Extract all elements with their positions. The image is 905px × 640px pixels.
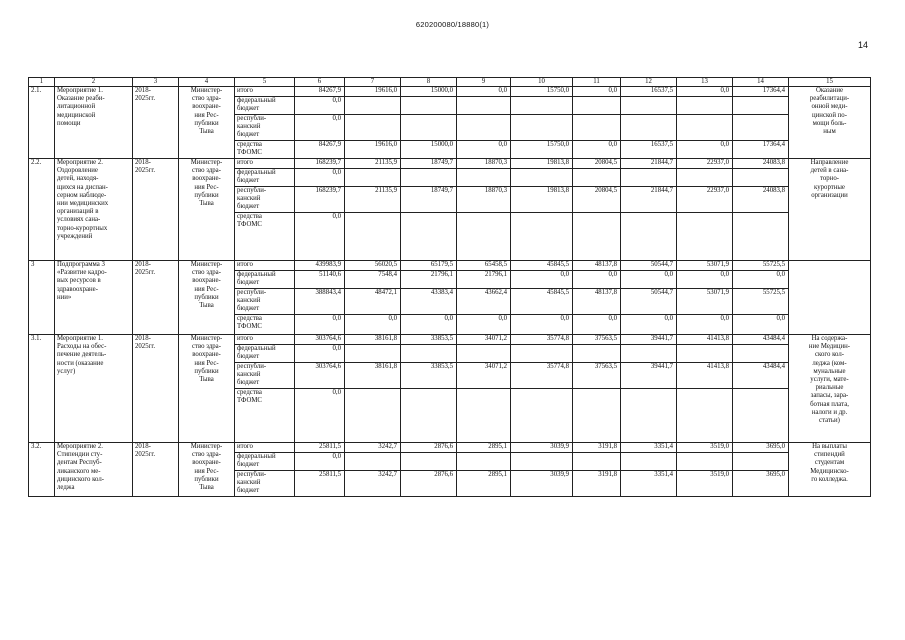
amount-cell: 17364,4 [733,87,789,97]
table-row [29,335,871,345]
amount-cell [401,389,457,443]
page-number: 14 [858,40,869,50]
table-row [29,443,871,453]
amount-cell: 39441,7 [621,363,677,389]
amount-cell [733,115,789,141]
item-name: Мероприятие 2. Стипендии сту- дентам Респуб- ликанского ме- дицинского кол- леджа [55,443,133,497]
amount-cell [573,97,621,115]
amount-cell [677,97,733,115]
amount-cell [733,97,789,115]
amount-cell: 43484,4 [733,335,789,345]
item-number: 3.1. [29,335,55,443]
funding-source: федеральный бюджет [235,345,295,363]
amount-cell: 51140,6 [295,271,345,289]
expected-result: На выплаты стипендий студентам Медицинско- го колледжа. [789,443,871,497]
amount-cell: 439983,9 [295,261,345,271]
column-number: 10 [511,78,573,87]
amount-cell: 21135,9 [345,187,401,213]
amount-cell [401,345,457,363]
amount-cell: 41413,8 [677,335,733,345]
amount-cell [345,453,401,471]
amount-cell: 21135,9 [345,159,401,169]
amount-cell: 0,0 [573,315,621,335]
amount-cell: 56020,5 [345,261,401,271]
amount-cell: 2876,6 [401,471,457,497]
column-number: 11 [573,78,621,87]
amount-cell: 3351,4 [621,443,677,453]
amount-cell: 0,0 [733,271,789,289]
amount-cell: 50544,7 [621,261,677,271]
amount-cell: 25811,5 [295,471,345,497]
item-executor: Министер- ство здра- воохране- ния Рес- публики Тыва [179,87,235,159]
column-number: 13 [677,78,733,87]
amount-cell [457,115,511,141]
amount-cell [677,213,733,261]
item-executor: Министер- ство здра- воохране- ния Рес- публики Тыва [179,335,235,443]
amount-cell: 15000,0 [401,141,457,159]
amount-cell: 53071,9 [677,261,733,271]
column-number: 14 [733,78,789,87]
amount-cell: 0,0 [295,115,345,141]
amount-cell [621,389,677,443]
amount-cell: 18749,7 [401,159,457,169]
column-number: 5 [235,78,295,87]
amount-cell: 0,0 [573,87,621,97]
amount-cell [401,169,457,187]
amount-cell [345,169,401,187]
amount-cell: 0,0 [295,169,345,187]
item-name: Мероприятие 2. Оздоровление детей, находя- щихся на диспан- серном наблюде- нии медицинских организаций в условиях сана- торно-курортных учреждений [55,159,133,261]
item-name: Мероприятие 1. Расходы на обес- печение деятель- ности (оказание услуг) [55,335,133,443]
amount-cell: 19813,8 [511,159,573,169]
amount-cell: 0,0 [677,271,733,289]
amount-cell: 37563,5 [573,363,621,389]
amount-cell [457,97,511,115]
table-row [29,87,871,97]
amount-cell: 3351,4 [621,471,677,497]
funding-source: средства ТФОМС [235,141,295,159]
amount-cell: 0,0 [733,315,789,335]
amount-cell: 34071,2 [457,335,511,345]
funding-source: итого [235,335,295,345]
item-years: 2018- 2025гг. [133,87,179,159]
amount-cell: 43484,4 [733,363,789,389]
funding-source: республи- канский бюджет [235,471,295,497]
amount-cell: 18749,7 [401,187,457,213]
funding-source: средства ТФОМС [235,389,295,443]
item-name: Подпрограмма 3 «Развитие кадро- вых ресурсов в здравоохране- нии» [55,261,133,335]
amount-cell: 41413,8 [677,363,733,389]
amount-cell: 43662,4 [457,289,511,315]
amount-cell: 2876,6 [401,443,457,453]
column-number: 1 [29,78,55,87]
amount-cell: 3695,0 [733,443,789,453]
amount-cell [345,389,401,443]
amount-cell: 0,0 [621,271,677,289]
funding-source: республи- канский бюджет [235,289,295,315]
amount-cell: 168239,7 [295,159,345,169]
amount-cell [345,97,401,115]
item-number: 2.2. [29,159,55,261]
amount-cell: 0,0 [573,141,621,159]
item-number: 3.2. [29,443,55,497]
funding-source: итого [235,159,295,169]
amount-cell [677,389,733,443]
amount-cell [621,115,677,141]
document-id: 620200080/18880(1) [415,20,490,29]
amount-cell: 65458,5 [457,261,511,271]
amount-cell: 16537,5 [621,141,677,159]
amount-cell [401,115,457,141]
amount-cell: 84267,9 [295,141,345,159]
amount-cell: 84267,9 [295,87,345,97]
amount-cell: 15750,0 [511,141,573,159]
amount-cell [401,97,457,115]
amount-cell [733,345,789,363]
amount-cell: 0,0 [295,315,345,335]
amount-cell [677,115,733,141]
amount-cell: 15750,0 [511,87,573,97]
amount-cell: 25811,5 [295,443,345,453]
amount-cell: 34071,2 [457,363,511,389]
amount-cell: 0,0 [345,315,401,335]
item-years: 2018- 2025гг. [133,443,179,497]
amount-cell: 3191,8 [573,443,621,453]
amount-cell: 50544,7 [621,289,677,315]
funding-source: федеральный бюджет [235,169,295,187]
item-name: Мероприятие 1. Оказание реаби- литационной медицинской помощи [55,87,133,159]
amount-cell [511,115,573,141]
amount-cell: 20804,5 [573,159,621,169]
amount-cell [511,169,573,187]
amount-cell [677,453,733,471]
amount-cell: 48472,1 [345,289,401,315]
expected-result: Оказание реабилитаци- онной меди- цинской по- мощи боль- ным [789,87,871,159]
amount-cell: 15000,0 [401,87,457,97]
amount-cell: 53071,9 [677,289,733,315]
amount-cell [401,453,457,471]
table-row [29,159,871,169]
column-number: 4 [179,78,235,87]
amount-cell [511,453,573,471]
amount-cell [345,115,401,141]
amount-cell: 3242,7 [345,471,401,497]
amount-cell: 3039,9 [511,443,573,453]
amount-cell: 0,0 [677,141,733,159]
amount-cell: 303764,6 [295,363,345,389]
column-number: 8 [401,78,457,87]
amount-cell [401,213,457,261]
amount-cell [621,169,677,187]
amount-cell: 33853,5 [401,335,457,345]
amount-cell: 65179,5 [401,261,457,271]
amount-cell: 35774,8 [511,335,573,345]
item-executor: Министер- ство здра- воохране- ния Рес- публики Тыва [179,443,235,497]
funding-source: республи- канский бюджет [235,187,295,213]
table-body [29,78,871,497]
table-row [29,261,871,271]
expected-result: На содержа- ние Медицин- ского кол- леджа (ком- мунальные услуги, мате- риальные запасы, зара- ботная плата, налоги и др. статьи) [789,335,871,443]
amount-cell: 0,0 [295,97,345,115]
amount-cell [621,213,677,261]
amount-cell [511,213,573,261]
amount-cell: 0,0 [295,389,345,443]
funding-source: итого [235,261,295,271]
item-years: 2018- 2025гг. [133,335,179,443]
amount-cell: 55725,5 [733,289,789,315]
funding-source: итого [235,443,295,453]
amount-cell: 37563,5 [573,335,621,345]
amount-cell: 7548,4 [345,271,401,289]
amount-cell: 55725,5 [733,261,789,271]
amount-cell: 19813,8 [511,187,573,213]
expected-result [789,261,871,335]
amount-cell [677,345,733,363]
amount-cell [733,169,789,187]
amount-cell [621,453,677,471]
amount-cell: 24083,8 [733,187,789,213]
item-number: 3 [29,261,55,335]
amount-cell: 168239,7 [295,187,345,213]
item-years: 2018- 2025гг. [133,261,179,335]
expected-result: Направление детей в сана- торно- курортные организации [789,159,871,261]
amount-cell: 16537,5 [621,87,677,97]
amount-cell [733,213,789,261]
amount-cell [573,345,621,363]
amount-cell: 0,0 [401,315,457,335]
amount-cell: 35774,8 [511,363,573,389]
amount-cell [457,345,511,363]
amount-cell [733,453,789,471]
amount-cell [621,345,677,363]
amount-cell: 2895,1 [457,471,511,497]
item-years: 2018- 2025гг. [133,159,179,261]
amount-cell: 38161,8 [345,335,401,345]
amount-cell: 303764,6 [295,335,345,345]
amount-cell: 22937,0 [677,187,733,213]
amount-cell [457,389,511,443]
amount-cell: 22937,0 [677,159,733,169]
amount-cell [511,345,573,363]
column-number: 9 [457,78,511,87]
amount-cell [457,169,511,187]
amount-cell: 0,0 [295,213,345,261]
amount-cell: 21796,1 [401,271,457,289]
amount-cell: 0,0 [677,87,733,97]
column-number: 12 [621,78,677,87]
amount-cell [457,213,511,261]
amount-cell: 18870,3 [457,159,511,169]
amount-cell: 43383,4 [401,289,457,315]
column-number: 7 [345,78,401,87]
funding-source: республи- канский бюджет [235,115,295,141]
amount-cell: 39441,7 [621,335,677,345]
amount-cell: 0,0 [457,87,511,97]
amount-cell: 0,0 [457,315,511,335]
column-number: 6 [295,78,345,87]
amount-cell: 3519,0 [677,443,733,453]
amount-cell [345,345,401,363]
amount-cell [677,169,733,187]
amount-cell: 45845,5 [511,289,573,315]
amount-cell: 21796,1 [457,271,511,289]
amount-cell: 17364,4 [733,141,789,159]
amount-cell: 48137,8 [573,289,621,315]
amount-cell: 2895,1 [457,443,511,453]
amount-cell: 48137,8 [573,261,621,271]
amount-cell [733,389,789,443]
amount-cell [573,213,621,261]
amount-cell: 3191,8 [573,471,621,497]
funding-source: средства ТФОМС [235,315,295,335]
amount-cell: 38161,8 [345,363,401,389]
item-number: 2.1. [29,87,55,159]
amount-cell: 21844,7 [621,187,677,213]
amount-cell [457,453,511,471]
funding-source: федеральный бюджет [235,97,295,115]
amount-cell [573,115,621,141]
amount-cell: 0,0 [511,271,573,289]
amount-cell: 0,0 [295,453,345,471]
amount-cell: 0,0 [511,315,573,335]
column-number: 15 [789,78,871,87]
amount-cell [511,97,573,115]
amount-cell: 19616,0 [345,141,401,159]
amount-cell [511,389,573,443]
column-number: 2 [55,78,133,87]
amount-cell [573,453,621,471]
item-executor: Министер- ство здра- воохране- ния Рес- публики Тыва [179,261,235,335]
column-number: 3 [133,78,179,87]
amount-cell: 3519,0 [677,471,733,497]
amount-cell: 388843,4 [295,289,345,315]
amount-cell: 45845,5 [511,261,573,271]
amount-cell [621,97,677,115]
amount-cell: 0,0 [295,345,345,363]
amount-cell: 3242,7 [345,443,401,453]
amount-cell: 20804,5 [573,187,621,213]
amount-cell [345,213,401,261]
item-executor: Министер- ство здра- воохране- ния Рес- публики Тыва [179,159,235,261]
amount-cell: 21844,7 [621,159,677,169]
amount-cell: 24083,8 [733,159,789,169]
amount-cell [573,169,621,187]
amount-cell: 0,0 [677,315,733,335]
amount-cell: 0,0 [573,271,621,289]
funding-source: федеральный бюджет [235,271,295,289]
amount-cell: 0,0 [457,141,511,159]
amount-cell: 19616,0 [345,87,401,97]
funding-source: республи- канский бюджет [235,363,295,389]
amount-cell [573,389,621,443]
funding-source: итого [235,87,295,97]
amount-cell: 18870,3 [457,187,511,213]
amount-cell: 3039,9 [511,471,573,497]
amount-cell: 0,0 [621,315,677,335]
budget-table [28,77,871,497]
amount-cell: 3695,0 [733,471,789,497]
funding-source: средства ТФОМС [235,213,295,261]
funding-source: федеральный бюджет [235,453,295,471]
header-row [29,78,871,87]
amount-cell: 33853,5 [401,363,457,389]
